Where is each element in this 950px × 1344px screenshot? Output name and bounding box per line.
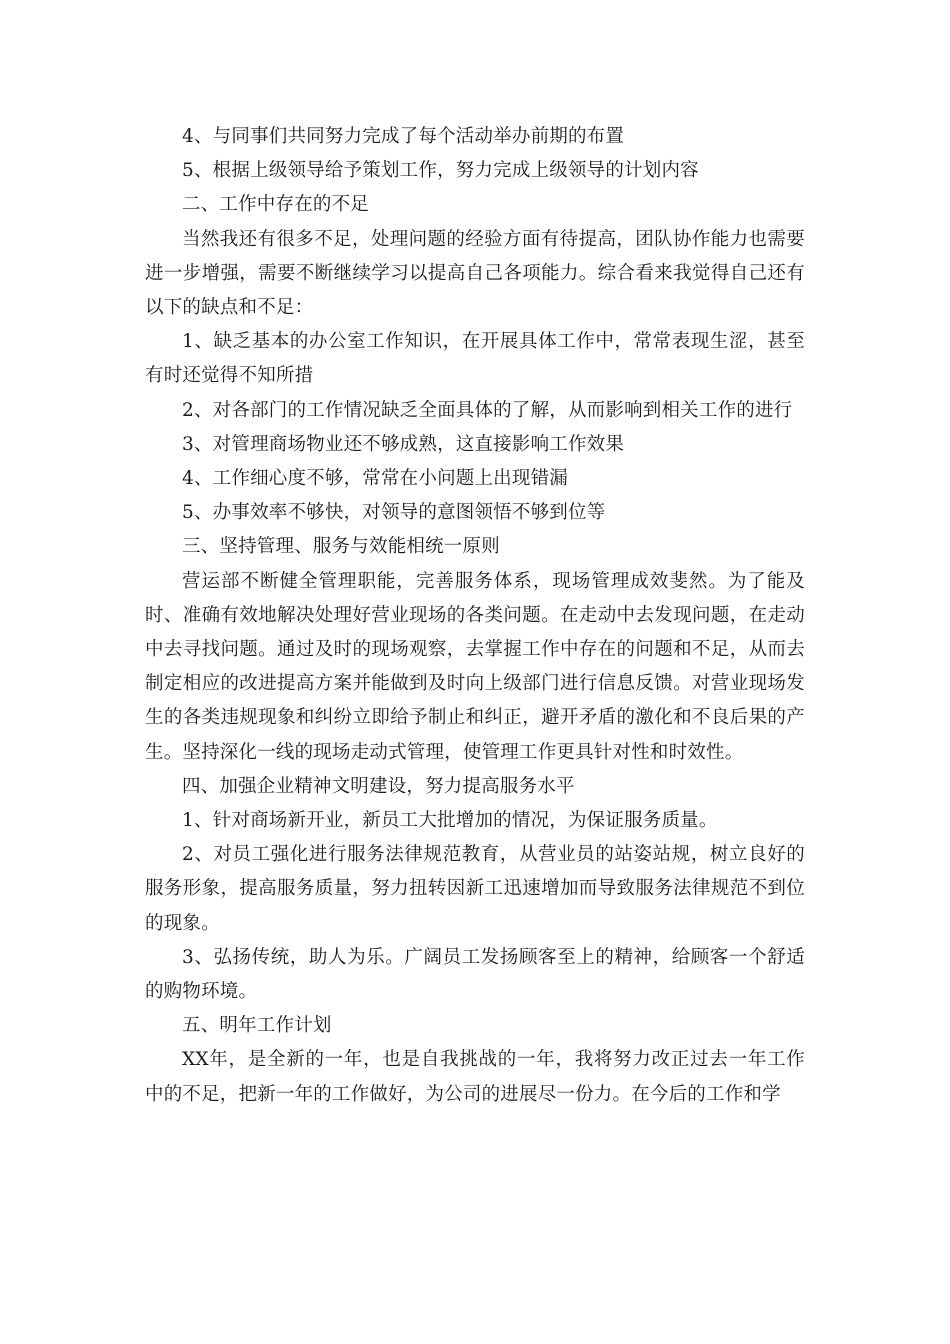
paragraph: 4、与同事们共同努力完成了每个活动举办前期的布置 [182, 126, 625, 147]
paragraph: 当然我还有很多不足，处理问题的经验方面有待提高，团队协作能力也需要进一步增强，需要不断继续学习以提高自己各项能力。综合看来我觉得自己还有以下的缺点和不足： [145, 228, 805, 319]
list-item: 4、工作细心度不够，常常在小问题上出现错漏 [182, 468, 568, 490]
section-heading: 三、坚持管理、服务与效能相统一原则 [182, 536, 500, 558]
section-heading: 五、明年工作计划 [182, 1015, 332, 1037]
document-body [145, 120, 805, 1112]
list-item: 2、对员工强化进行服务法律规范教育，从营业员的站姿站规，树立良好的服务形象，提高服务质量，努力扭转因新工迅速增加而导致服务法律规范不到位的现象。 [145, 844, 805, 934]
paragraph: XX年，是全新的一年，也是自我挑战的一年，我将努力改正过去一年工作中的不足，把新一年的工作做好，为公司的进展尽一份力。在今后的工作和学 [145, 1049, 805, 1105]
list-item: 1、针对商场新开业，新员工大批增加的情况，为保证服务质量。 [182, 810, 718, 832]
paragraph: 营运部不断健全管理职能，完善服务体系，现场管理成效斐然。为了能及时、准确有效地解决处理好营业现场的各类问题。在走动中去发现问题，在走动中去寻找问题。通过及时的现场观察，去掌握工作中存在的问题和不足，从而去制定相应的改进提高方案并能做到及时向上级部门进行信息反馈。对营业现场发生的各类违规现象和纠纷立即给予制止和纠正，避开矛盾的激化和不良后果的产生。坚持深化一线的现场走动式管理，使管理工作更具针对性和时效性。 [145, 570, 805, 763]
list-item: 3、对管理商场物业还不够成熟，这直接影响工作效果 [182, 433, 625, 455]
list-item: 5、办事效率不够快，对领导的意图领悟不够到位等 [182, 502, 606, 524]
paragraph: 5、根据上级领导给予策划工作，努力完成上级领导的计划内容 [182, 160, 699, 182]
section-heading: 四、加强企业精神文明建设，努力提高服务水平 [182, 775, 575, 797]
list-item: 1、缺乏基本的办公室工作知识，在开展具体工作中，常常表现生涩，甚至有时还觉得不知所措 [145, 331, 805, 387]
list-item: 3、弘扬传统，助人为乐。广阔员工发扬顾客至上的精神，给顾客一个舒适的购物环境。 [145, 946, 805, 1003]
section-heading: 二、工作中存在的不足 [182, 194, 370, 216]
list-item: 2、对各部门的工作情况缺乏全面具体的了解，从而影响到相关工作的进行 [182, 399, 793, 421]
